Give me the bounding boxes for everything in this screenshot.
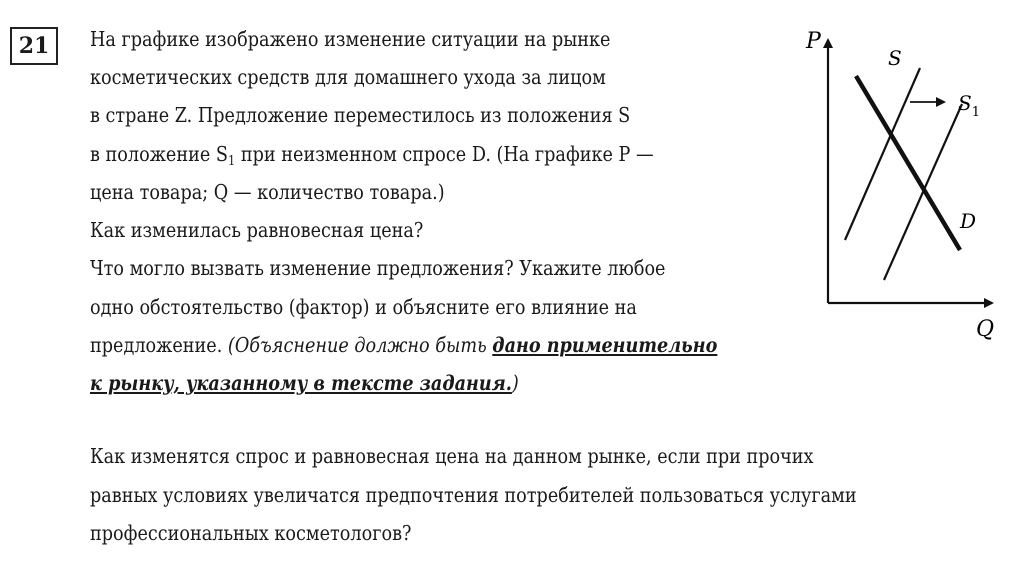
text-line-13: профессиональных косметологов?: [90, 521, 412, 545]
text-line-10: [90, 369, 519, 397]
text-line-4-start: в положение S: [90, 142, 228, 166]
text-line-5: цена товара; Q — количество товара.): [90, 180, 445, 204]
supply-curve-s: [845, 68, 920, 240]
explanation-note-close: ): [511, 371, 519, 395]
explanation-note-emphasis-cont: к рынку, указанному в тексте задания.: [90, 371, 512, 395]
explanation-note-italic: (Объяснение должно быть: [227, 333, 493, 357]
demand-label: D: [960, 209, 977, 233]
text-line-4: [90, 140, 654, 168]
text-line-2: косметических средств для домашнего ухода за лицом: [90, 65, 606, 89]
supply-new-label-letter: S: [958, 91, 972, 115]
text-line-9: [90, 331, 717, 359]
s1-subscript: 1: [227, 154, 236, 169]
text-line-9-start: предложение.: [90, 333, 228, 357]
task-number-box: 21: [10, 27, 58, 65]
supply-label: S: [888, 46, 902, 70]
explanation-note-emphasis: дано применительно: [492, 333, 718, 357]
text-line-4-end: при неизменном спросе D. (На графике P —: [235, 142, 654, 166]
text-line-6: Как изменилась равновесная цена?: [90, 218, 424, 242]
text-line-7: Что могло вызвать изменение предложения? Укажите любое: [90, 256, 666, 280]
text-line-8: одно обстоятельство (фактор) и объясните его влияние на: [90, 295, 637, 319]
supply-new-label-sub: 1: [971, 105, 980, 120]
y-axis-label: P: [806, 29, 821, 54]
text-line-12: равных условиях увеличатся предпочтения потребителей пользоваться услугами: [90, 483, 857, 507]
text-line-11: Как изменятся спрос и равновесная цена на данном рынке, если при прочих: [90, 444, 814, 468]
text-line-1: На графике изображено изменение ситуации на рынке: [90, 27, 611, 51]
supply-demand-graph: [792, 18, 1002, 353]
supply-new-label: [958, 91, 980, 120]
x-axis-label: Q: [976, 317, 995, 342]
text-line-3: в стране Z. Предложение переместилось из положения S: [90, 103, 631, 127]
